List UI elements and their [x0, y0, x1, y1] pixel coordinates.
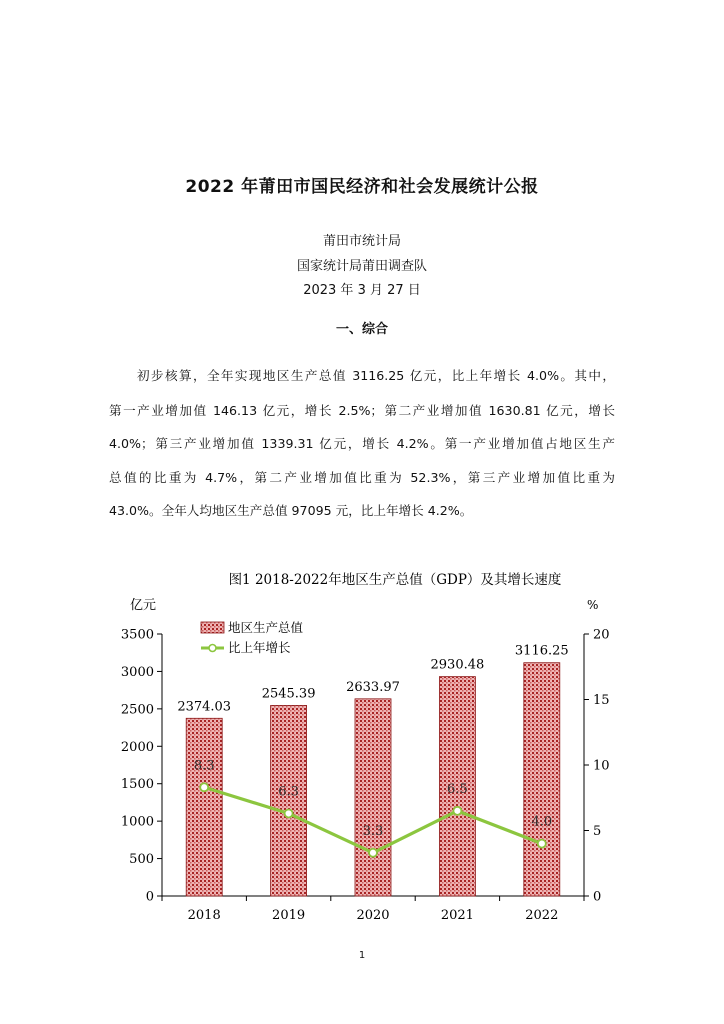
x-tick-label: 2019: [272, 908, 306, 923]
y-tick-label: 3000: [120, 664, 154, 680]
chart-legend: [201, 620, 304, 655]
gdp-bar: [271, 705, 307, 896]
gdp-bar-value-label: 2545.39: [261, 686, 316, 702]
gdp-bar-value-label: 2374.03: [177, 699, 232, 715]
growth-rate-point: [369, 849, 377, 857]
gdp-bar-value-label: 2633.97: [346, 679, 400, 695]
y-tick-label: 500: [129, 852, 154, 868]
growth-rate-label: 4.0: [531, 814, 553, 830]
growth-rate-point: [285, 809, 293, 817]
legend-line-marker: [209, 645, 216, 652]
page-number: 1: [358, 950, 366, 961]
legend-bar-swatch: [201, 622, 224, 633]
issuer-survey-team: 国家统计局莆田调查队: [296, 259, 427, 274]
y2-tick-label: 15: [593, 693, 610, 708]
x-tick-label: 2020: [356, 908, 390, 923]
legend-bar-label: 地区生产总值: [228, 620, 304, 635]
gdp-chart: [0, 560, 724, 930]
growth-rate-label: 6.5: [447, 781, 468, 797]
section-heading: 一、综合: [335, 322, 388, 337]
growth-rate-point: [200, 783, 208, 791]
y2-tick-label: 10: [593, 758, 610, 774]
gdp-bar: [186, 718, 222, 896]
paragraph-line: 初步核算，全年实现地区生产总值 3116.25 亿元，比上年增长 4.0%。其中，: [137, 368, 615, 383]
chart-title: 图1 2018-2022年地区生产总值（GDP）及其增长速度: [228, 572, 562, 588]
y-tick-label: 0: [145, 889, 154, 905]
paragraph-line: 4.0%；第三产业增加值 1339.31 亿元，增长 4.2%。第一产业增加值占地区生产: [109, 436, 615, 451]
y-tick-label: 1000: [120, 814, 154, 830]
growth-rate-label: 3.3: [362, 823, 384, 839]
growth-rate-label: 6.3: [278, 784, 299, 800]
paragraph-line: 第一产业增加值 146.13 亿元，增长 2.5%；第二产业增加值 1630.81 亿元，增长: [109, 403, 615, 418]
y-tick-label: 2000: [120, 739, 154, 755]
issuer-statistics-bureau: 莆田市统计局: [322, 234, 401, 249]
gdp-bar: [355, 699, 391, 896]
growth-rate-label: 8.3: [193, 758, 215, 774]
y-tick-label: 3500: [120, 627, 154, 643]
paragraph-line: 43.0%。全年人均地区生产总值 97095 元，比上年增长 4.2%。: [109, 503, 473, 518]
y2-tick-label: 0: [593, 889, 602, 905]
x-tick-label: 2018: [187, 908, 221, 923]
y2-tick-label: 5: [593, 824, 602, 839]
y2-tick-label: 20: [593, 627, 610, 643]
legend-line-label: 比上年增长: [228, 640, 291, 655]
document-title: 2022 年莆田市国民经济和社会发展统计公报: [185, 177, 539, 197]
growth-rate-point: [538, 840, 546, 848]
x-tick-label: 2021: [440, 908, 474, 923]
gdp-bar: [524, 663, 560, 896]
x-tick-label: 2022: [525, 908, 559, 923]
gdp-bar-value-label: 3116.25: [514, 643, 569, 659]
y2-axis-label: %: [587, 598, 599, 612]
y-axis-label: 亿元: [130, 598, 157, 613]
growth-rate-point: [453, 807, 461, 815]
gdp-bar-value-label: 2930.48: [430, 657, 485, 673]
y-tick-label: 1500: [120, 777, 154, 793]
publication-date: 2023 年 3 月 27 日: [303, 283, 421, 298]
paragraph-line: 总值的比重为 4.7%，第二产业增加值比重为 52.3%，第三产业增加值比重为: [109, 470, 615, 485]
y-tick-label: 2500: [120, 702, 154, 718]
